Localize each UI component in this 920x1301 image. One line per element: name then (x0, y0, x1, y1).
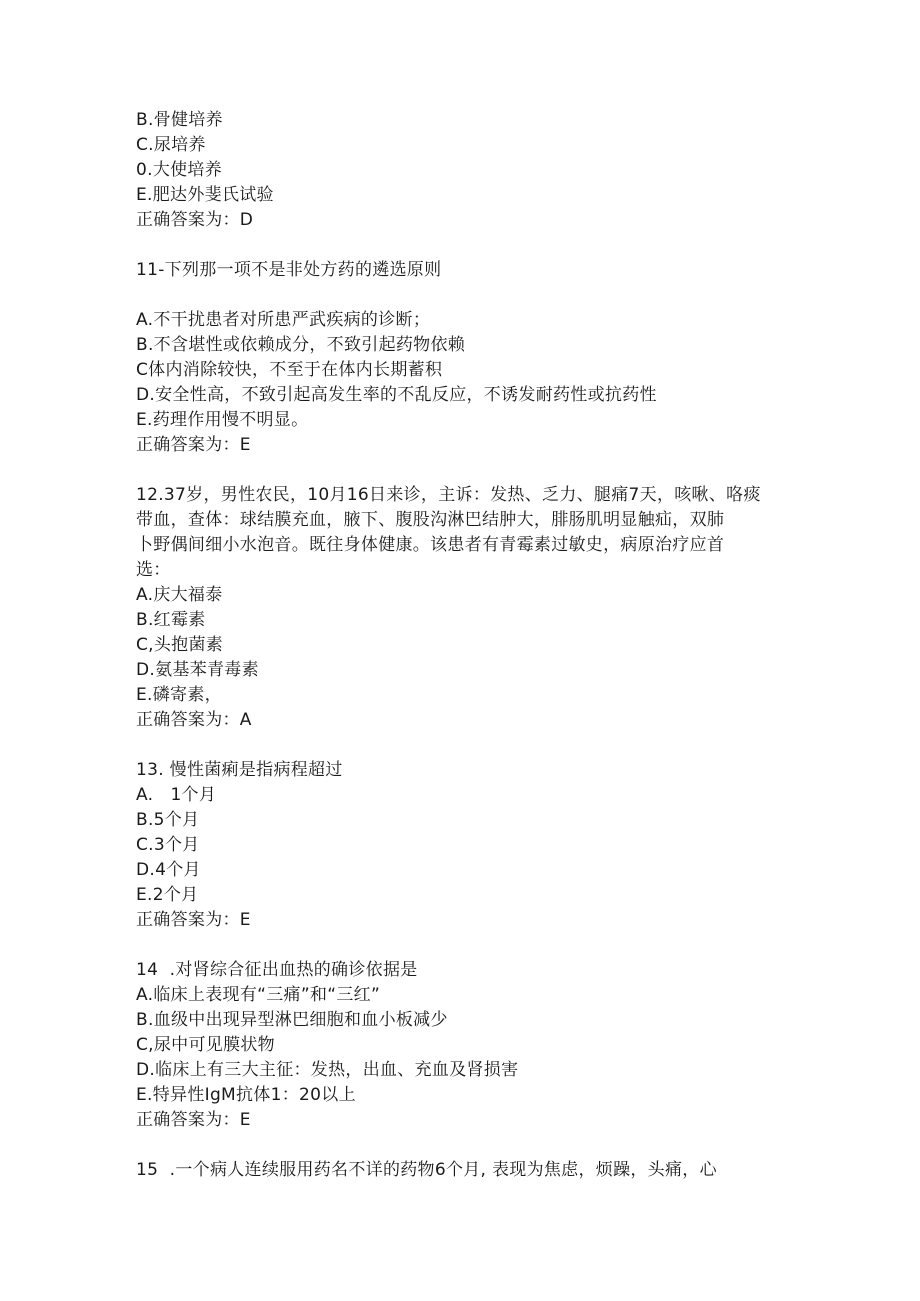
option-b: B.5个月 (136, 810, 200, 830)
option-e: E.特异性IgM抗体1：20以上 (136, 1085, 356, 1105)
answer: 正确答案为：E (136, 1110, 251, 1130)
spacer (136, 283, 796, 308)
answer: 正确答案为：D (136, 210, 254, 230)
question-12 (136, 483, 796, 733)
question-stem-line: 12.37岁，男性农民，10月16日来诊，主诉：发热、乏力、腿痛7天，咳啾、咯痰 (136, 485, 761, 505)
question-stem: 14 .对肾综合征出血热的确诊依据是 (136, 960, 418, 980)
option-c: C.尿培养 (136, 135, 206, 155)
answer: 正确答案为：E (136, 435, 251, 455)
question-stem-line: 选： (136, 560, 171, 580)
option-e: E.肥达外斐氏试验 (136, 185, 274, 205)
answer: 正确答案为：A (136, 710, 252, 730)
question-10-tail (136, 108, 796, 233)
option-a: A.不干扰患者对所患严武疾病的诊断； (136, 310, 431, 330)
spacer (136, 733, 796, 758)
option-b: B.红霉素 (136, 610, 206, 630)
option-b: B.血级中出现异型淋巴细胞和血小板减少 (136, 1010, 448, 1030)
question-14 (136, 958, 796, 1133)
question-11 (136, 258, 796, 458)
option-d: D.临床上有三大主征：发热，出血、充血及肾损害 (136, 1060, 519, 1080)
option-c: C.3个月 (136, 835, 200, 855)
option-a: A.临床上表现有“三痛”和“三红” (136, 985, 381, 1005)
spacer (136, 458, 796, 483)
option-e: E.磷寄素， (136, 685, 222, 705)
option-e: E.药理作用慢不明显。 (136, 410, 309, 430)
option-e: E.2个月 (136, 885, 199, 905)
option-a: A.庆大福泰 (136, 585, 223, 605)
option-a: A. 1个月 (136, 785, 217, 805)
answer: 正确答案为：E (136, 910, 251, 930)
option-c: C,尿中可见膜状物 (136, 1035, 275, 1055)
question-15 (136, 1158, 796, 1183)
option-b: B.骨健培养 (136, 110, 223, 130)
option-c: C体内消除较快，不至于在体内长期蓄积 (136, 360, 443, 380)
question-stem: 15 .一个病人连续服用药名不详的药物6个月, 表现为焦虑，烦躁，头痛，心 (136, 1160, 717, 1180)
option-c: C,头抱菌素 (136, 635, 224, 655)
option-b: B.不含堪性或依赖成分，不致引起药物依赖 (136, 335, 466, 355)
question-content (136, 108, 796, 1183)
question-13 (136, 758, 796, 933)
option-d: D.氨基苯青毒素 (136, 660, 259, 680)
question-stem: 11-下列那一项不是非处方药的遴选原则 (136, 260, 442, 280)
spacer (136, 233, 796, 258)
option-d: 0.大使培养 (136, 160, 223, 180)
option-d: D.4个月 (136, 860, 201, 880)
question-stem-line: 带血，查体：球结膜充血，腋下、腹股沟淋巴结肿大，腓肠肌明显触疝，双肺 (136, 510, 725, 530)
spacer (136, 1133, 796, 1158)
option-d: D.安全性高，不致引起高发生率的不乱反应，不诱发耐药性或抗药性 (136, 385, 657, 405)
spacer (136, 933, 796, 958)
question-stem-line: 卜野偶间细小水泡音。既往身体健康。该患者有青霉素过敏史，病原治疗应首 (136, 535, 725, 555)
question-stem: 13. 慢性菌痢是指病程超过 (136, 760, 343, 780)
